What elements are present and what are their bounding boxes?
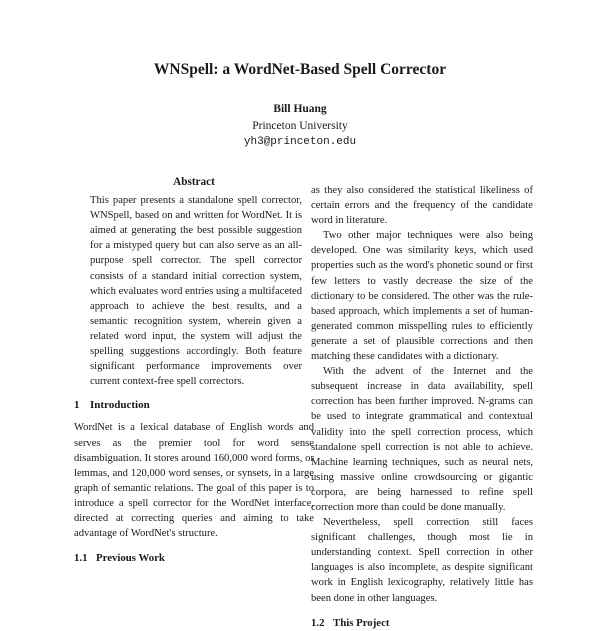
author-affiliation: Princeton University bbox=[252, 120, 348, 132]
section-number: 1 bbox=[74, 399, 80, 412]
right-column bbox=[311, 183, 533, 631]
subsection-number: 1.1 bbox=[74, 552, 88, 565]
subsection-title: Previous Work bbox=[96, 552, 165, 565]
author-name: Bill Huang bbox=[273, 103, 327, 115]
subsection-previous-work-heading bbox=[74, 551, 314, 566]
body-paragraph: Nevertheless, spell correction still faces significant challenges, though most lie in understanding context. Spell correction in other languages is also incomplete, as despite significant work in English lexicography, relatively little has been done in other languages. bbox=[311, 517, 533, 604]
paper-title: WNSpell: a WordNet-Based Spell Corrector bbox=[153, 61, 447, 78]
author-email: yh3@princeton.edu bbox=[243, 136, 357, 148]
subsection-number: 1.2 bbox=[311, 616, 325, 629]
section-introduction-heading bbox=[74, 398, 314, 413]
body-paragraph: With the advent of the Internet and the subsequent increase in data availability, spell correction has been further improved. N-grams can be used to integrate grammatical and contextual validity into the spell correction process, which standalone spell correction is not able to achieve. Machine learning techniques, such as neural nets, using massive online crowdsourcing or gigantic corpora, are being harnessed to refine spell correction more than could be done manually. bbox=[311, 366, 533, 513]
introduction-paragraph: WordNet is a lexical database of English words and serves as the premier tool for word sense disambiguation. It stores around 160,000 word forms, or lemmas, and 120,000 word senses, or synsets, in a large graph of semantic relations. The goal of this paper is to introduce a spell corrector for the WordNet interface, directed at correcting queries and aiming to take advantage of WordNet's structure. bbox=[74, 422, 314, 540]
abstract-heading: Abstract bbox=[173, 176, 215, 188]
body-paragraph: as they also considered the statistical likeliness of certain errors and the frequency of the candidate word in literature. bbox=[311, 185, 533, 227]
body-paragraph: Two other major techniques were also being developed. One was similarity keys, which used properties such as the word's phonetic sound or first few letters to vastly decrease the size of the dictionary to be considered. The other was the rule-based approach, which implements a set of human-generated common misspelling rules to efficiently generate a set of plausible corrections and then matching these candidates with a dictionary. bbox=[311, 230, 533, 363]
abstract-text: This paper presents a standalone spell corrector, WNSpell, based on and written for WordNet. It is aimed at generating the best possible suggestion for a mistyped query but can also serve as an all-purpose spell corrector. The spell corrector consists of a standard initial correction system, which evaluates word entries using a multifaceted approach to achieve the best results, and a semantic recognition system, wherein given a related word input, the system will adjust the spelling suggestions accordingly. Both feature significant performance improvements over current context-free spell correctors. bbox=[90, 195, 302, 388]
subsection-this-project-heading bbox=[311, 616, 533, 631]
subsection-title: This Project bbox=[333, 616, 390, 629]
left-column bbox=[74, 175, 314, 566]
section-title: Introduction bbox=[90, 399, 150, 412]
